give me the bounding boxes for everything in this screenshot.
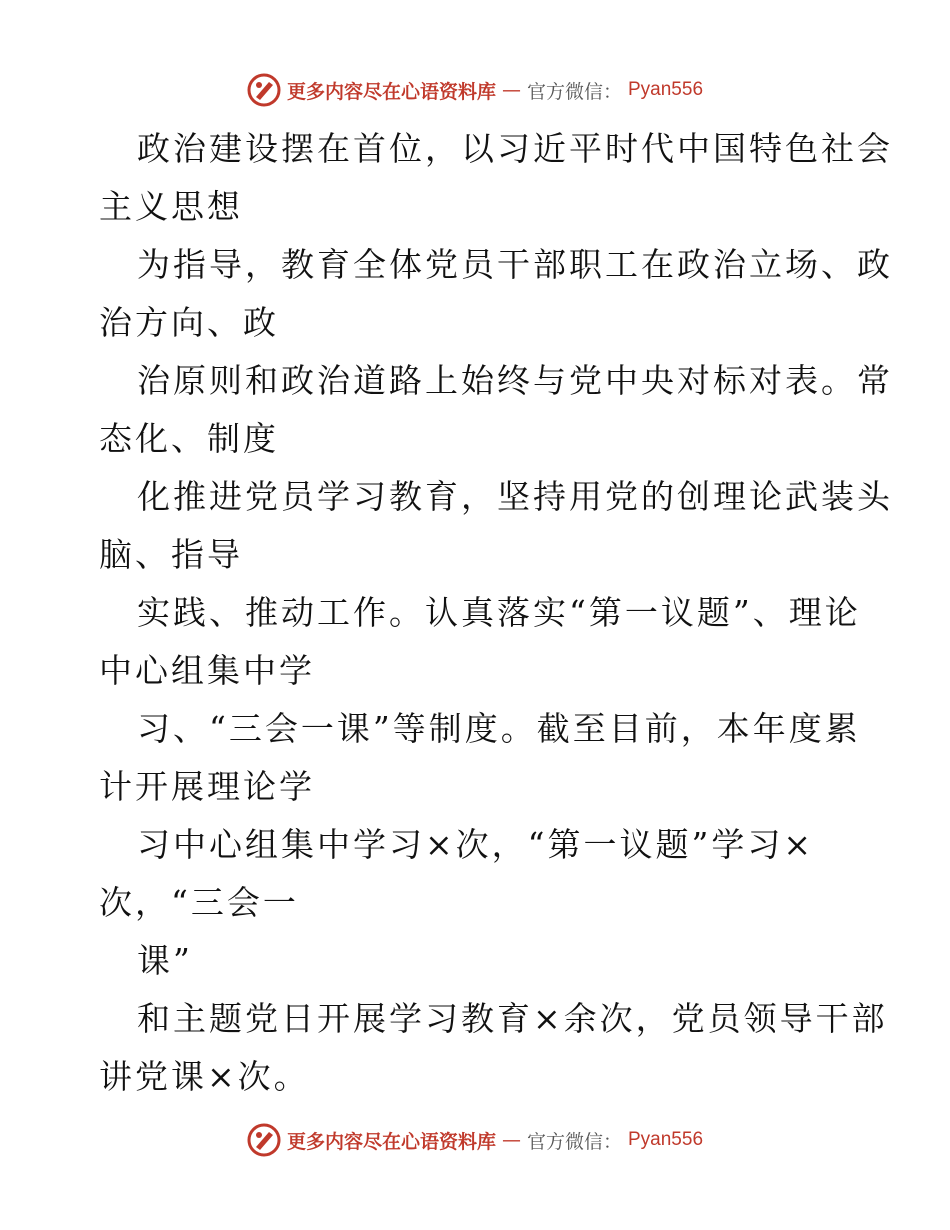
body-line: 治原则和政治道路上始终与党中央对标对表。常 [137, 361, 893, 400]
watermark-logo-icon [247, 73, 281, 107]
header-watermark [0, 70, 950, 110]
body-line: 习、“三会一课”等制度。截至目前，本年度累 [137, 709, 861, 748]
body-line: 脑、指导 [99, 535, 243, 574]
watermark-main-text: 更多内容尽在心语资料库 [286, 1130, 496, 1153]
body-line: 实践、推动工作。认真落实“第一议题”、理论 [137, 593, 861, 632]
body-line: 化推进党员学习教育，坚持用党的创理论武装头 [137, 477, 893, 516]
footer-watermark [0, 1120, 950, 1160]
body-line: 主义思想 [99, 187, 243, 226]
body-line: 态化、制度 [99, 419, 279, 458]
body-line: 政治建设摆在首位，以习近平时代中国特色社会 [137, 129, 893, 168]
body-line: 中心组集中学 [99, 651, 315, 690]
watermark-main-text: 更多内容尽在心语资料库 [286, 80, 496, 103]
body-line: 次，“三会一 [99, 883, 299, 922]
watermark-logo-icon [247, 1123, 281, 1157]
watermark-sub-text: 官方微信： [526, 1130, 622, 1153]
body-line: 计开展理论学 [99, 767, 315, 806]
body-line: 讲党课×次。 [99, 1057, 310, 1096]
body-line: 为指导，教育全体党员干部职工在政治立场、政 [137, 245, 893, 284]
document-body [99, 120, 893, 1106]
body-line: 治方向、政 [99, 303, 279, 342]
watermark-separator: — [501, 1129, 521, 1151]
watermark-id: Pyan556 [628, 1129, 704, 1150]
body-line: 和主题党日开展学习教育×余次，党员领导干部 [137, 999, 888, 1038]
body-line: 习中心组集中学习×次，“第一议题”学习× [137, 825, 815, 864]
watermark-id: Pyan556 [628, 79, 704, 100]
body-line: 课” [137, 941, 193, 980]
watermark-separator: — [501, 79, 521, 101]
watermark-sub-text: 官方微信： [526, 80, 622, 103]
